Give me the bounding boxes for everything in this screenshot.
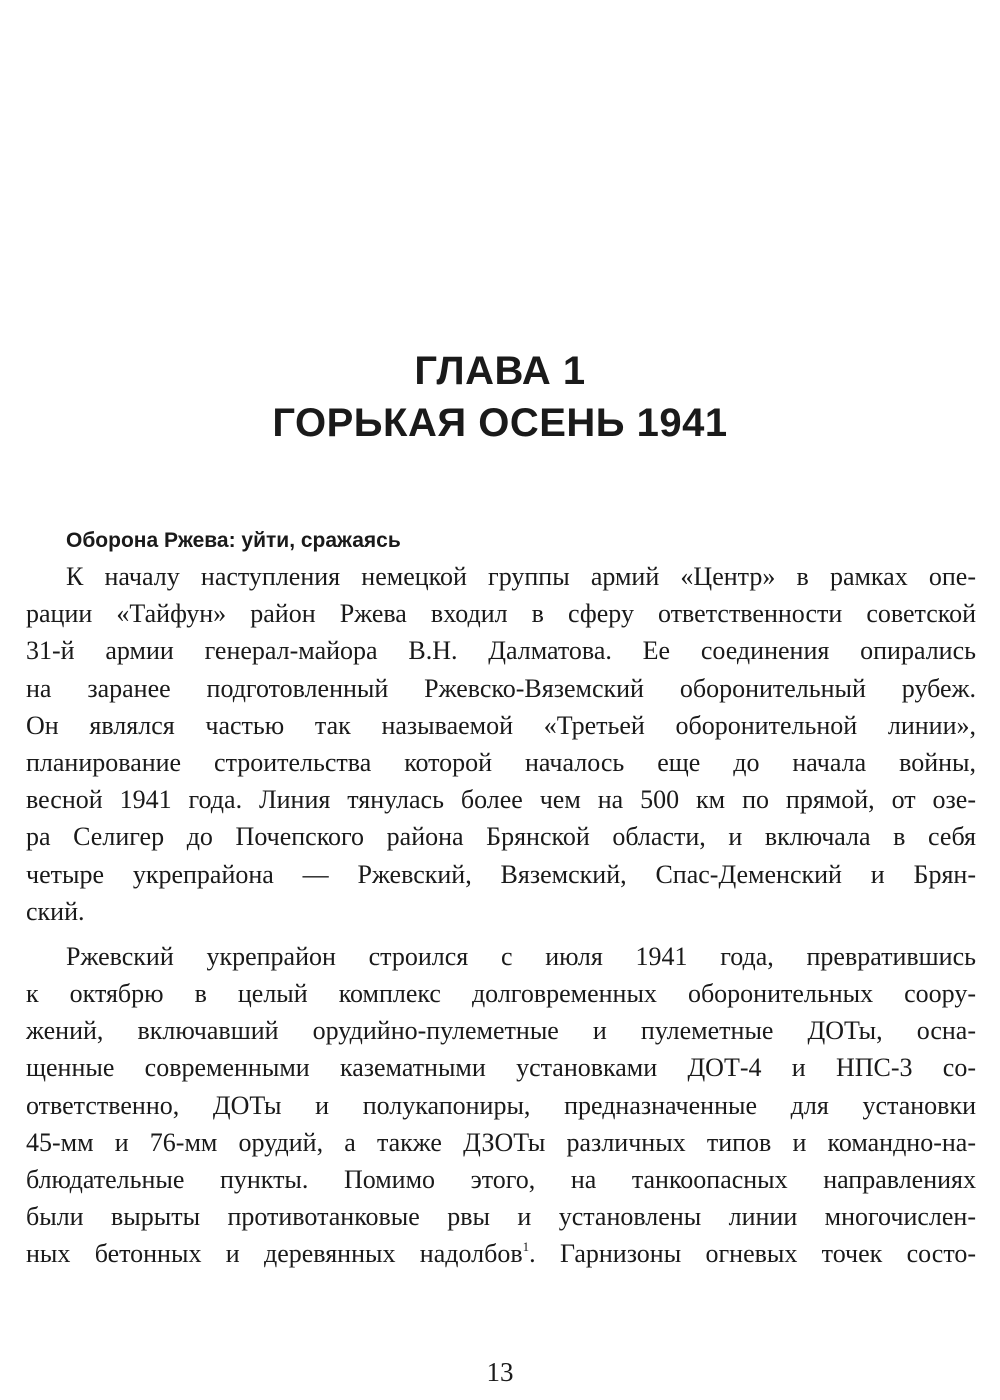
text-line: ра Селигер до Почепского района Брянской области, и включала в себя <box>26 822 976 852</box>
footnote-mark[interactable]: 1 <box>522 1239 530 1255</box>
text-line: к октябрю в целый комплекс долговременных оборонительных соору- <box>26 979 976 1009</box>
text-line: были вырыты противотанковые рвы и установлены линии многочислен- <box>26 1202 976 1232</box>
text-line: ответственно, ДОТы и полукапониры, предназначенные для установки <box>26 1090 976 1120</box>
chapter-title: ГОРЬКАЯ ОСЕНЬ 1941 <box>272 401 728 445</box>
text-line: Он являлся частью так называемой «Третьей оборонительной линии», <box>26 710 976 740</box>
paragraph <box>26 938 976 1273</box>
text-line: жений, включавший орудийно-пулеметные и пулеметные ДОТы, осна- <box>26 1016 976 1046</box>
paragraph <box>26 558 976 930</box>
text-line: ский. <box>26 896 85 926</box>
text-line: рации «Тайфун» район Ржева входил в сферу ответственности советской <box>26 599 976 629</box>
text-line: на заранее подготовленный Ржевско-Вяземский оборонительный рубеж. <box>26 673 976 703</box>
text-line: планирование строительства которой началось еще до начала войны, <box>26 747 976 777</box>
text-line: К началу наступления немецкой группы армий «Центр» в рамках опе- <box>66 562 976 591</box>
text-line: весной 1941 года. Линия тянулась более чем на 500 км по прямой, от озе- <box>26 785 976 815</box>
text-line: щенные современными казематными установками ДОТ-4 и НПС-3 со- <box>26 1053 976 1083</box>
text-line: Ржевский укрепрайон строился с июля 1941 года, превратившись <box>66 941 976 971</box>
text-segment: . Гарнизоны огневых точек состо- <box>529 1239 976 1269</box>
text-segment: ных бетонных и деревянных надолбов <box>26 1239 523 1269</box>
body-text <box>26 558 976 1273</box>
text-line: 45-мм и 76-мм орудий, а также ДЗОТы различных типов и командно-на- <box>26 1127 976 1157</box>
text-line-with-footnote <box>26 1235 976 1272</box>
chapter-heading <box>0 345 1000 449</box>
text-line: четыре укрепрайона — Ржевский, Вяземский, Спас-Деменский и Брян- <box>26 859 976 889</box>
text-line: блюдательные пункты. Помимо этого, на танкоопасных направлениях <box>26 1165 976 1194</box>
section-title: Оборона Ржева: уйти, сражаясь <box>66 529 401 552</box>
text-line: 31-й армии генерал-майора В.Н. Далматова. Ее соединения опирались <box>26 636 976 666</box>
chapter-number: ГЛАВА 1 <box>414 349 586 393</box>
page-number: 13 <box>486 1357 514 1387</box>
